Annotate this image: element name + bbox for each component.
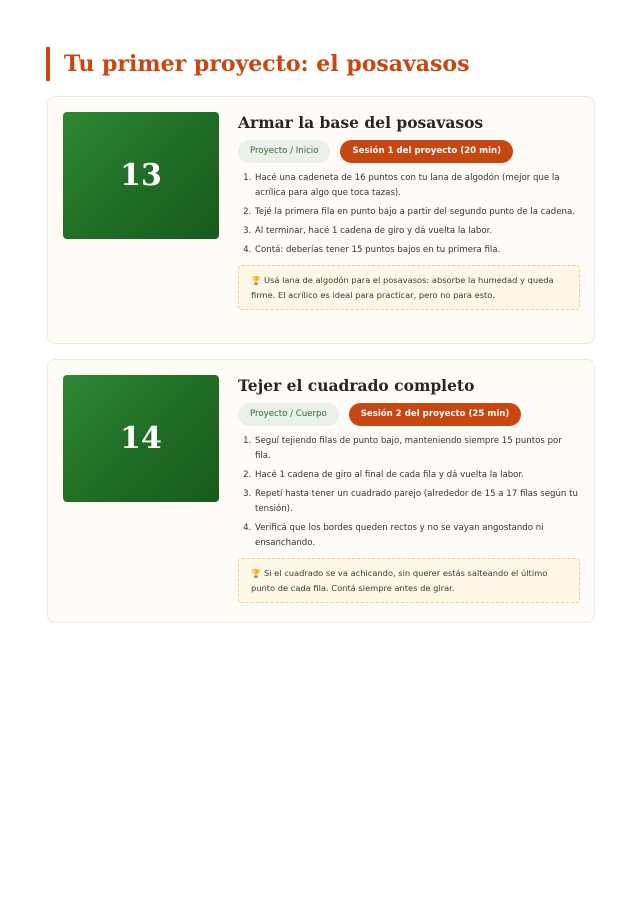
tip-text: Usá lana de algodón para el posavasos: absorbe la humedad y queda firme. El acrílico es ideal para practicar, pero no para esto. bbox=[251, 275, 554, 300]
category-badge: Proyecto / Inicio bbox=[238, 140, 330, 163]
tip-text: Si el cuadrado se va achicando, sin querer estás salteando el último punto de cada fila. Contá siempre antes de girar. bbox=[251, 568, 548, 593]
step-number: 14 bbox=[120, 421, 162, 456]
session-badge: Sesión 2 del proyecto (25 min) bbox=[349, 403, 522, 426]
session-badge: Sesión 1 del proyecto (20 min) bbox=[340, 140, 513, 163]
step-thumbnail bbox=[63, 112, 219, 239]
instruction-list bbox=[238, 171, 580, 258]
trophy-icon: 🏆 bbox=[251, 276, 261, 285]
instruction-item: 1. Hacé una cadeneta de 16 puntos con tu lana de algodón (mejor que la acrílica para algo que toca tazas). bbox=[254, 171, 580, 201]
instruction-item: 1. Seguí tejiendo filas de punto bajo, manteniendo siempre 15 puntos por fila. bbox=[254, 434, 580, 464]
instruction-item: 4. Contá: deberías tener 15 puntos bajos en tu primera fila. bbox=[254, 243, 580, 258]
instruction-item: 2. Tejé la primera fila en punto bajo a partir del segundo punto de la cadena. bbox=[254, 205, 580, 220]
step-title: Armar la base del posavasos bbox=[238, 113, 484, 132]
instruction-item: 3. Repetí hasta tener un cuadrado parejo (alrededor de 15 a 17 filas según tu tensión). bbox=[254, 487, 580, 517]
step-thumbnail bbox=[63, 375, 219, 502]
step-card bbox=[47, 96, 595, 344]
tip-box bbox=[238, 558, 580, 603]
step-content bbox=[238, 111, 580, 310]
instruction-item: 4. Verificá que los bordes queden rectos y no se vayan angostando ni ensanchando. bbox=[254, 521, 580, 551]
badge-row bbox=[238, 140, 580, 163]
badge-row bbox=[238, 403, 580, 426]
step-title: Tejer el cuadrado completo bbox=[238, 376, 475, 395]
tip-box bbox=[238, 265, 580, 310]
category-badge: Proyecto / Cuerpo bbox=[238, 403, 339, 426]
instruction-list bbox=[238, 434, 580, 551]
section-title: Tu primer proyecto: el posavasos bbox=[46, 47, 470, 81]
step-number: 13 bbox=[120, 158, 162, 193]
trophy-icon: 🏆 bbox=[251, 569, 261, 578]
step-content bbox=[238, 374, 580, 603]
instruction-item: 3. Al terminar, hacé 1 cadena de giro y dá vuelta la labor. bbox=[254, 224, 580, 239]
instruction-item: 2. Hacé 1 cadena de giro al final de cada fila y dá vuelta la labor. bbox=[254, 468, 580, 483]
step-card bbox=[47, 359, 595, 623]
